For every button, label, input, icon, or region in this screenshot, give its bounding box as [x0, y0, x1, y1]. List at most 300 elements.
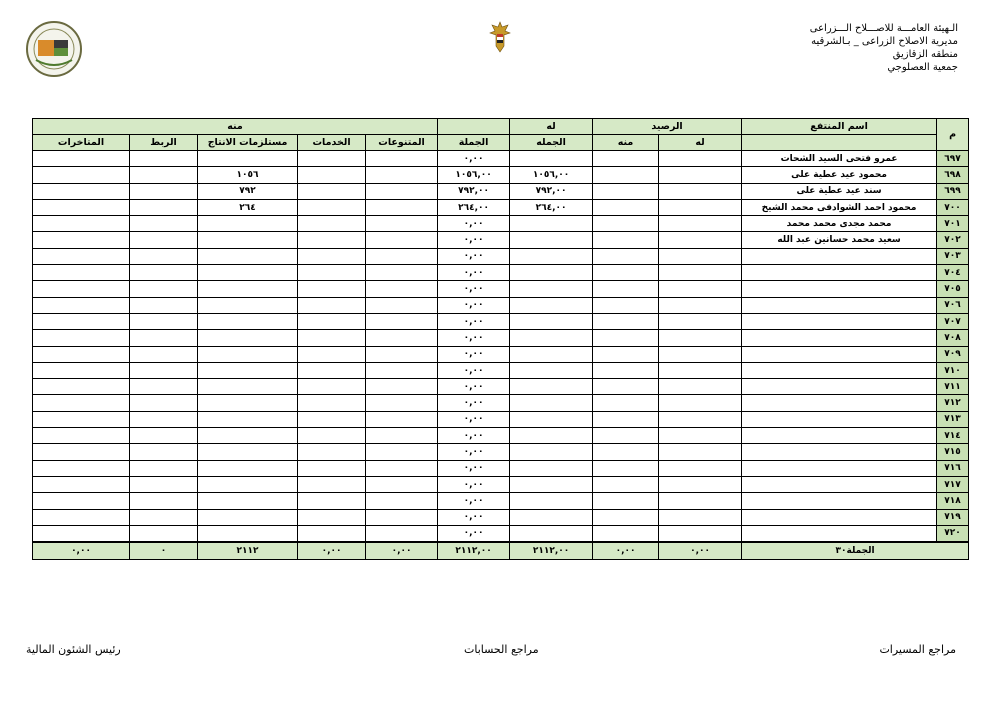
credit-total-cell — [510, 493, 593, 509]
services-cell — [298, 232, 366, 248]
inputs-cell — [198, 151, 298, 167]
table-row — [33, 362, 969, 378]
balance-to-cell — [659, 509, 742, 525]
debit-total-cell: ٠,٠٠ — [438, 476, 510, 492]
arrears-cell — [33, 330, 130, 346]
beneficiary-name: عمرو فتحى السيد الشحات — [742, 151, 937, 167]
header-line: جمعية العصلوجي — [887, 62, 958, 73]
table-row — [33, 151, 969, 167]
row-number: ٧٠٥ — [937, 281, 969, 297]
credit-total-cell — [510, 509, 593, 525]
debit-total-cell: ٢٦٤,٠٠ — [438, 199, 510, 215]
balance-from-cell — [593, 428, 659, 444]
linkage-cell — [130, 493, 198, 509]
table-row — [33, 297, 969, 313]
column-header-balance-from: منه — [593, 135, 659, 151]
misc-cell — [366, 476, 438, 492]
total-arrears: ٠,٠٠ — [33, 542, 130, 560]
row-number: ٧١٧ — [937, 476, 969, 492]
services-cell — [298, 362, 366, 378]
credit-total-cell — [510, 151, 593, 167]
beneficiary-name — [742, 509, 937, 525]
misc-cell — [366, 395, 438, 411]
inputs-cell — [198, 525, 298, 542]
total-services: ٠,٠٠ — [298, 542, 366, 560]
row-number: ٧٠٠ — [937, 199, 969, 215]
balance-to-cell — [659, 232, 742, 248]
balance-to-cell — [659, 297, 742, 313]
balance-to-cell — [659, 493, 742, 509]
balance-from-cell — [593, 395, 659, 411]
linkage-cell — [130, 362, 198, 378]
misc-cell — [366, 167, 438, 183]
misc-cell — [366, 232, 438, 248]
arrears-cell — [33, 395, 130, 411]
balance-from-cell — [593, 330, 659, 346]
debit-total-cell: ٠,٠٠ — [438, 330, 510, 346]
column-header-debit: منه — [33, 119, 438, 135]
misc-cell — [366, 444, 438, 460]
table-row — [33, 509, 969, 525]
balance-to-cell — [659, 476, 742, 492]
table-row — [33, 199, 969, 215]
beneficiary-name — [742, 525, 937, 542]
services-cell — [298, 199, 366, 215]
debit-total-cell: ٠,٠٠ — [438, 346, 510, 362]
eagle-emblem-icon — [488, 20, 512, 54]
credit-total-cell — [510, 444, 593, 460]
row-number: ٧٠١ — [937, 216, 969, 232]
misc-cell — [366, 362, 438, 378]
credit-total-cell: ٧٩٢,٠٠ — [510, 183, 593, 199]
services-cell — [298, 265, 366, 281]
beneficiary-name — [742, 248, 937, 264]
total-debit: ٢١١٢,٠٠ — [438, 542, 510, 560]
balance-to-cell — [659, 313, 742, 329]
credit-total-cell: ١٠٥٦,٠٠ — [510, 167, 593, 183]
misc-cell — [366, 525, 438, 542]
beneficiary-name — [742, 493, 937, 509]
row-number: ٧١١ — [937, 379, 969, 395]
linkage-cell — [130, 476, 198, 492]
linkage-cell — [130, 509, 198, 525]
balance-to-cell — [659, 460, 742, 476]
row-number: ٦٩٨ — [937, 167, 969, 183]
beneficiary-name: محمد مجدى محمد محمد — [742, 216, 937, 232]
row-number: ٧٠٦ — [937, 297, 969, 313]
table-header-group-row — [33, 119, 969, 135]
inputs-cell — [198, 444, 298, 460]
table-row — [33, 493, 969, 509]
balance-from-cell — [593, 151, 659, 167]
total-credit: ٢١١٢,٠٠ — [510, 542, 593, 560]
services-cell — [298, 395, 366, 411]
arrears-cell — [33, 509, 130, 525]
column-header-balance-to: له — [659, 135, 742, 151]
balance-from-cell — [593, 346, 659, 362]
arrears-cell — [33, 379, 130, 395]
beneficiary-name — [742, 395, 937, 411]
balance-to-cell — [659, 346, 742, 362]
debit-total-cell: ٠,٠٠ — [438, 297, 510, 313]
linkage-cell — [130, 379, 198, 395]
debit-total-cell: ٠,٠٠ — [438, 509, 510, 525]
services-cell — [298, 330, 366, 346]
balance-from-cell — [593, 232, 659, 248]
arrears-cell — [33, 265, 130, 281]
total-inputs: ٢١١٢ — [198, 542, 298, 560]
row-number: ٧٠٢ — [937, 232, 969, 248]
beneficiary-name — [742, 281, 937, 297]
misc-cell — [366, 199, 438, 215]
column-header-services: الخدمات — [298, 135, 366, 151]
header-line: مديرية الاصلاح الزراعى _ بـالشرقيه — [811, 36, 958, 47]
signature-payroll-reviewer: مراجع المسيرات — [879, 643, 956, 656]
inputs-cell — [198, 411, 298, 427]
balance-to-cell — [659, 183, 742, 199]
credit-total-cell — [510, 330, 593, 346]
inputs-cell — [198, 362, 298, 378]
debit-total-cell: ٠,٠٠ — [438, 313, 510, 329]
row-number: ٧١٦ — [937, 460, 969, 476]
row-number: ٧٠٤ — [937, 265, 969, 281]
credit-total-cell — [510, 297, 593, 313]
beneficiary-name — [742, 313, 937, 329]
column-header-linkage: الربط — [130, 135, 198, 151]
credit-total-cell — [510, 379, 593, 395]
credit-total-cell: ٢٦٤,٠٠ — [510, 199, 593, 215]
table-row — [33, 428, 969, 444]
credit-total-cell — [510, 460, 593, 476]
debit-total-cell: ٠,٠٠ — [438, 281, 510, 297]
services-cell — [298, 444, 366, 460]
misc-cell — [366, 330, 438, 346]
misc-cell — [366, 297, 438, 313]
arrears-cell — [33, 183, 130, 199]
header-line: الـهيئة العامـــة للاصـــلاح الـــزراعى — [809, 23, 958, 34]
inputs-cell — [198, 297, 298, 313]
table-row — [33, 411, 969, 427]
total-misc: ٠,٠٠ — [366, 542, 438, 560]
inputs-cell — [198, 281, 298, 297]
balance-from-cell — [593, 167, 659, 183]
credit-total-cell — [510, 362, 593, 378]
column-header-arrears: المتاخرات — [33, 135, 130, 151]
arrears-cell — [33, 444, 130, 460]
row-number: ٧١٤ — [937, 428, 969, 444]
debit-total-cell: ٠,٠٠ — [438, 216, 510, 232]
credit-total-cell — [510, 525, 593, 542]
debit-total-cell: ٠,٠٠ — [438, 444, 510, 460]
row-number: ٧٢٠ — [937, 525, 969, 542]
balance-from-cell — [593, 509, 659, 525]
credit-total-cell — [510, 313, 593, 329]
misc-cell — [366, 493, 438, 509]
table-row — [33, 395, 969, 411]
linkage-cell — [130, 460, 198, 476]
header-address — [810, 22, 958, 74]
balance-to-cell — [659, 216, 742, 232]
inputs-cell — [198, 330, 298, 346]
debit-total-cell: ٠,٠٠ — [438, 248, 510, 264]
inputs-cell — [198, 460, 298, 476]
beneficiary-name — [742, 265, 937, 281]
balance-from-cell — [593, 297, 659, 313]
inputs-cell — [198, 379, 298, 395]
table-row — [33, 444, 969, 460]
balance-from-cell — [593, 379, 659, 395]
balance-from-cell — [593, 183, 659, 199]
arrears-cell — [33, 232, 130, 248]
balance-from-cell — [593, 199, 659, 215]
row-number: ٧٠٧ — [937, 313, 969, 329]
inputs-cell — [198, 313, 298, 329]
arrears-cell — [33, 199, 130, 215]
credit-total-cell — [510, 265, 593, 281]
column-header-inputs: مستلزمات الانتاج — [198, 135, 298, 151]
arrears-cell — [33, 313, 130, 329]
linkage-cell — [130, 151, 198, 167]
misc-cell — [366, 346, 438, 362]
services-cell — [298, 460, 366, 476]
linkage-cell — [130, 183, 198, 199]
misc-cell — [366, 411, 438, 427]
misc-cell — [366, 379, 438, 395]
credit-total-cell — [510, 428, 593, 444]
table-row — [33, 313, 969, 329]
linkage-cell — [130, 281, 198, 297]
arrears-cell — [33, 493, 130, 509]
inputs-cell — [198, 493, 298, 509]
row-number: ٧١٥ — [937, 444, 969, 460]
debit-total-cell: ٠,٠٠ — [438, 428, 510, 444]
credit-total-cell — [510, 346, 593, 362]
linkage-cell — [130, 199, 198, 215]
column-header-balance: الرصيد — [593, 119, 742, 135]
services-cell — [298, 379, 366, 395]
table-row — [33, 476, 969, 492]
balance-to-cell — [659, 151, 742, 167]
debit-total-cell: ٠,٠٠ — [438, 265, 510, 281]
arrears-cell — [33, 216, 130, 232]
services-cell — [298, 281, 366, 297]
table-row — [33, 525, 969, 542]
column-header-name: اسم المنتفع — [742, 119, 937, 135]
ledger-body — [33, 151, 969, 543]
column-header-num: م — [937, 119, 969, 151]
balance-from-cell — [593, 362, 659, 378]
column-header-misc: المتنوعات — [366, 135, 438, 151]
credit-total-cell — [510, 232, 593, 248]
debit-total-cell: ٠,٠٠ — [438, 379, 510, 395]
inputs-cell — [198, 395, 298, 411]
balance-to-cell — [659, 167, 742, 183]
misc-cell — [366, 509, 438, 525]
misc-cell — [366, 313, 438, 329]
balance-from-cell — [593, 493, 659, 509]
misc-cell — [366, 281, 438, 297]
balance-from-cell — [593, 525, 659, 542]
beneficiary-name — [742, 379, 937, 395]
arrears-cell — [33, 525, 130, 542]
misc-cell — [366, 216, 438, 232]
arrears-cell — [33, 167, 130, 183]
services-cell — [298, 428, 366, 444]
linkage-cell — [130, 313, 198, 329]
row-number: ٦٩٩ — [937, 183, 969, 199]
inputs-cell: ٧٩٢ — [198, 183, 298, 199]
misc-cell — [366, 183, 438, 199]
misc-cell — [366, 248, 438, 264]
linkage-cell — [130, 444, 198, 460]
inputs-cell — [198, 265, 298, 281]
balance-from-cell — [593, 216, 659, 232]
linkage-cell — [130, 297, 198, 313]
table-row — [33, 248, 969, 264]
balance-from-cell — [593, 411, 659, 427]
beneficiary-name: محمود احمد الشوادفى محمد الشيخ — [742, 199, 937, 215]
column-header-credit: له — [510, 119, 593, 135]
beneficiary-name: محمود عيد عطية على — [742, 167, 937, 183]
total-row — [33, 542, 969, 560]
inputs-cell — [198, 428, 298, 444]
balance-from-cell — [593, 281, 659, 297]
header-line: منطقه الزقازيق — [892, 49, 958, 60]
balance-from-cell — [593, 265, 659, 281]
linkage-cell — [130, 395, 198, 411]
column-header-debit-total: الجملة — [438, 135, 510, 151]
inputs-cell — [198, 476, 298, 492]
row-number: ٧٠٣ — [937, 248, 969, 264]
credit-total-cell — [510, 395, 593, 411]
total-label: الجملة٣٠ — [742, 542, 969, 560]
row-number: ٧٠٩ — [937, 346, 969, 362]
services-cell — [298, 297, 366, 313]
beneficiary-name — [742, 444, 937, 460]
credit-total-cell — [510, 281, 593, 297]
linkage-cell — [130, 216, 198, 232]
balance-from-cell — [593, 460, 659, 476]
balance-from-cell — [593, 476, 659, 492]
inputs-cell — [198, 509, 298, 525]
balance-to-cell — [659, 525, 742, 542]
services-cell — [298, 313, 366, 329]
balance-to-cell — [659, 428, 742, 444]
services-cell — [298, 346, 366, 362]
total-linkage: ٠ — [130, 542, 198, 560]
linkage-cell — [130, 411, 198, 427]
row-number: ٦٩٧ — [937, 151, 969, 167]
arrears-cell — [33, 281, 130, 297]
credit-total-cell — [510, 411, 593, 427]
arrears-cell — [33, 428, 130, 444]
signature-accounts-reviewer: مراجع الحسابات — [464, 643, 539, 656]
arrears-cell — [33, 151, 130, 167]
misc-cell — [366, 460, 438, 476]
balance-to-cell — [659, 265, 742, 281]
balance-to-cell — [659, 248, 742, 264]
linkage-cell — [130, 265, 198, 281]
misc-cell — [366, 265, 438, 281]
balance-to-cell — [659, 199, 742, 215]
table-row — [33, 232, 969, 248]
debit-total-cell: ٠,٠٠ — [438, 411, 510, 427]
services-cell — [298, 476, 366, 492]
beneficiary-name: سعيد محمد حسانين عبد الله — [742, 232, 937, 248]
table-header-sub-row — [33, 135, 969, 151]
beneficiary-name — [742, 330, 937, 346]
beneficiary-name — [742, 476, 937, 492]
services-cell — [298, 509, 366, 525]
balance-to-cell — [659, 395, 742, 411]
services-cell — [298, 151, 366, 167]
row-number: ٧١٣ — [937, 411, 969, 427]
table-row — [33, 167, 969, 183]
services-cell — [298, 411, 366, 427]
beneficiary-name — [742, 428, 937, 444]
debit-total-cell: ٠,٠٠ — [438, 362, 510, 378]
services-cell — [298, 183, 366, 199]
total-balance-from: ٠,٠٠ — [593, 542, 659, 560]
debit-total-cell: ٠,٠٠ — [438, 493, 510, 509]
linkage-cell — [130, 525, 198, 542]
debit-total-cell: ٠,٠٠ — [438, 232, 510, 248]
linkage-cell — [130, 428, 198, 444]
credit-total-cell — [510, 248, 593, 264]
table-row — [33, 183, 969, 199]
table-row — [33, 216, 969, 232]
row-number: ٧١٠ — [937, 362, 969, 378]
services-cell — [298, 167, 366, 183]
services-cell — [298, 248, 366, 264]
misc-cell — [366, 151, 438, 167]
balance-to-cell — [659, 281, 742, 297]
inputs-cell — [198, 248, 298, 264]
row-number: ٧١٨ — [937, 493, 969, 509]
arrears-cell — [33, 476, 130, 492]
inputs-cell — [198, 232, 298, 248]
table-row — [33, 281, 969, 297]
arrears-cell — [33, 297, 130, 313]
inputs-cell: ١٠٥٦ — [198, 167, 298, 183]
balance-from-cell — [593, 313, 659, 329]
inputs-cell: ٢٦٤ — [198, 199, 298, 215]
debit-total-cell: ٠,٠٠ — [438, 151, 510, 167]
arrears-cell — [33, 248, 130, 264]
linkage-cell — [130, 330, 198, 346]
arrears-cell — [33, 411, 130, 427]
debit-total-cell: ٧٩٢,٠٠ — [438, 183, 510, 199]
balance-from-cell — [593, 444, 659, 460]
linkage-cell — [130, 248, 198, 264]
balance-to-cell — [659, 330, 742, 346]
inputs-cell — [198, 216, 298, 232]
beneficiary-name — [742, 297, 937, 313]
balance-from-cell — [593, 248, 659, 264]
arrears-cell — [33, 460, 130, 476]
beneficiary-name: سند عيد عطية على — [742, 183, 937, 199]
debit-total-cell: ٠,٠٠ — [438, 525, 510, 542]
services-cell — [298, 493, 366, 509]
row-number: ٧٠٨ — [937, 330, 969, 346]
arrears-cell — [33, 346, 130, 362]
balance-to-cell — [659, 411, 742, 427]
table-row — [33, 265, 969, 281]
beneficiary-name — [742, 362, 937, 378]
row-number: ٧١٢ — [937, 395, 969, 411]
table-row — [33, 460, 969, 476]
table-row — [33, 379, 969, 395]
